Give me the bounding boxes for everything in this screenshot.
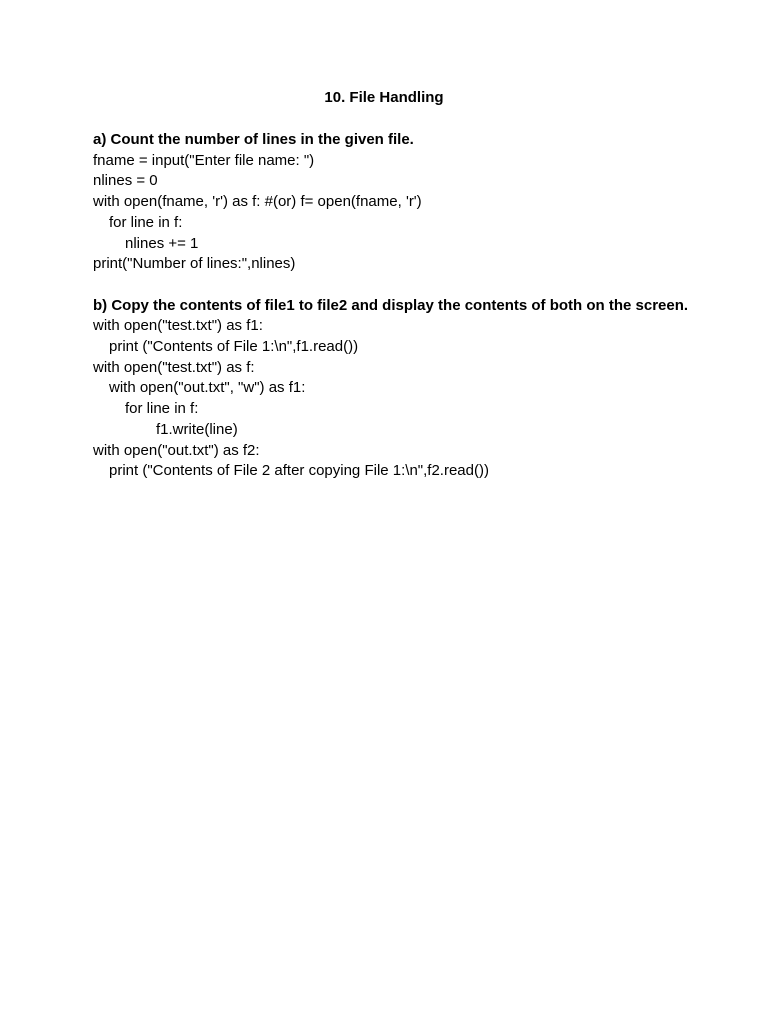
code-line: with open("out.txt", "w") as f1: — [109, 379, 306, 397]
code-line: for line in f: — [125, 400, 199, 418]
section-b-heading: b) Copy the contents of file1 to file2 and display the contents of both on the screen. — [93, 296, 689, 314]
document-body — [93, 130, 693, 482]
code-line: nlines += 1 — [125, 234, 199, 252]
code-line: with open("test.txt") as f: — [93, 358, 255, 376]
code-line: fname = input("Enter file name: ") — [93, 151, 315, 169]
code-line: with open("out.txt") as f2: — [93, 441, 260, 459]
code-line: with open("test.txt") as f1: — [93, 317, 263, 335]
code-line: print ("Contents of File 2 after copying File 1:\n",f2.read()) — [109, 462, 489, 480]
code-line: for line in f: — [109, 213, 183, 231]
code-line: f1.write(line) — [156, 420, 238, 438]
page-title: 10. File Handling — [324, 89, 444, 106]
code-line: with open(fname, 'r') as f: #(or) f= open(fname, 'r') — [93, 193, 422, 211]
code-line: print ("Contents of File 1:\n",f1.read()) — [109, 338, 359, 356]
section-a-heading: a) Count the number of lines in the given file. — [93, 131, 414, 148]
code-line: print("Number of lines:",nlines) — [93, 255, 296, 273]
code-line: nlines = 0 — [93, 172, 158, 190]
section-spacer — [93, 275, 693, 296]
